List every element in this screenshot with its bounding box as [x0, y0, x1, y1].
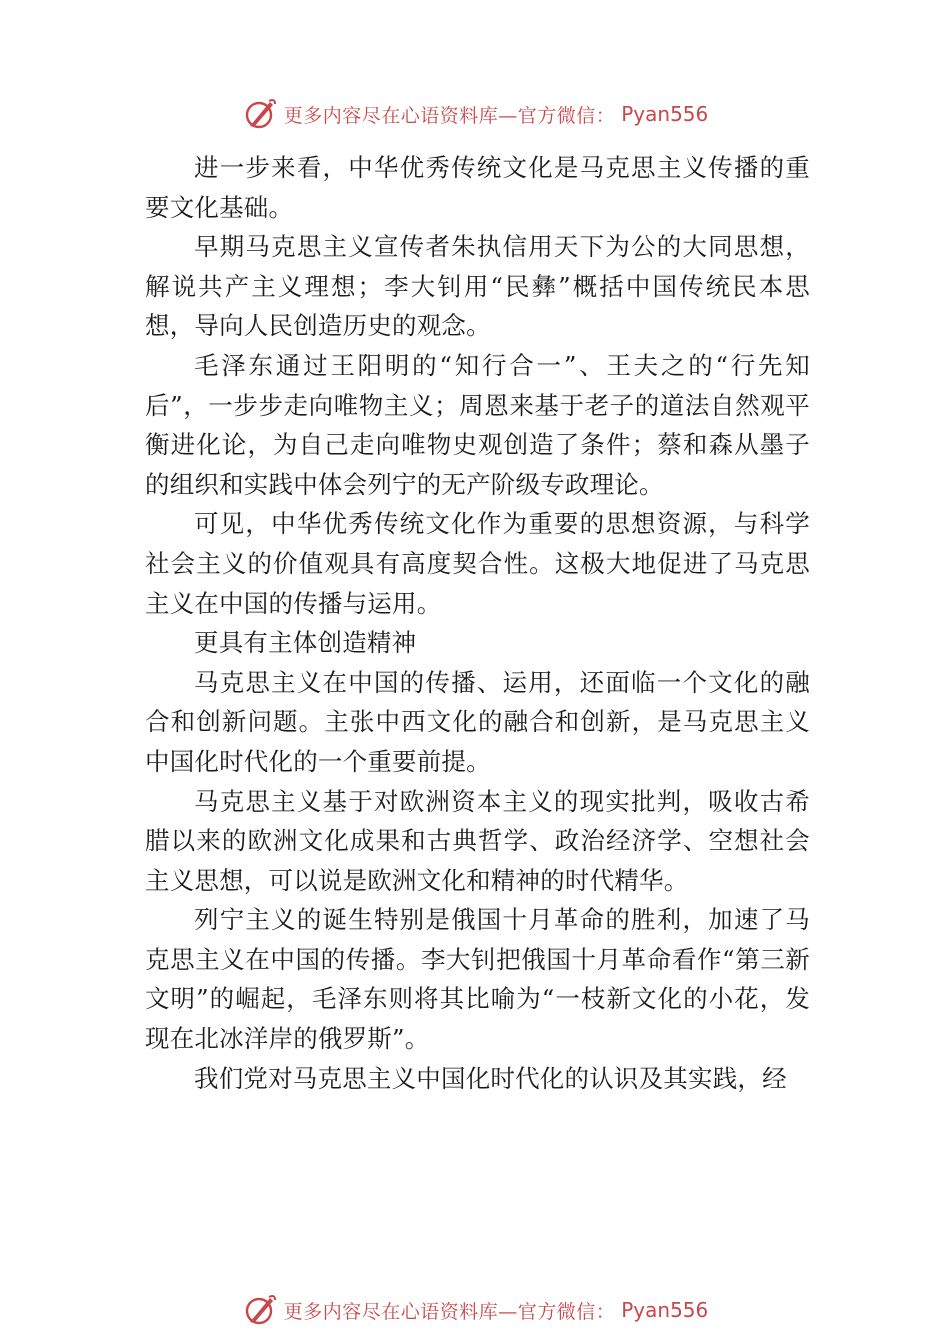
quill-logo-icon	[242, 96, 278, 132]
footer-banner-id: Pyan556	[621, 1298, 709, 1322]
article-body	[145, 148, 810, 1098]
paragraph-1: 进一步来看，中华优秀传统文化是马克思主义传播的重要文化基础。	[145, 153, 810, 222]
paragraph-8: 我们党对马克思主义中国化时代化的认识及其实践，经	[194, 1063, 787, 1093]
section-heading: 更具有主体创造精神	[194, 628, 417, 658]
header-banner-text: 更多内容尽在心语资料库—官方微信：	[283, 104, 616, 127]
footer-banner	[0, 1290, 950, 1330]
paragraph-5: 马克思主义在中国的传播、运用，还面临一个文化的融合和创新问题。主张中西文化的融合和创新，是马克思主义中国化时代化的一个重要前提。	[145, 667, 810, 776]
paragraph-6: 马克思主义基于对欧洲资本主义的现实批判，吸收古希腊以来的欧洲文化成果和古典哲学、政治经济学、空想社会主义思想，可以说是欧洲文化和精神的时代精华。	[145, 786, 810, 895]
paragraph-3: 毛泽东通过王阳明的“知行合一”、王夫之的“行先知后”，一步步走向唯物主义；周恩来基于老子的道法自然观平衡进化论，为自己走向唯物史观创造了条件；蔡和森从墨子的组织和实践中体会列宁的无产阶级专政理论。	[145, 350, 810, 499]
footer-banner-text: 更多内容尽在心语资料库—官方微信：	[283, 1300, 616, 1323]
header-banner	[0, 94, 950, 134]
paragraph-2: 早期马克思主义宣传者朱执信用天下为公的大同思想，解说共产主义理想；李大钊用“民彝”概括中国传统民本思想，导向人民创造历史的观念。	[145, 232, 810, 341]
quill-logo-icon	[242, 1292, 278, 1328]
header-banner-id: Pyan556	[621, 102, 709, 126]
paragraph-7: 列宁主义的诞生特别是俄国十月革命的胜利，加速了马克思主义在中国的传播。李大钊把俄国十月革命看作“第三新文明”的崛起，毛泽东则将其比喻为“一枝新文化的小花，发现在北冰洋岸的俄罗斯”。	[145, 905, 810, 1054]
paragraph-4: 可见，中华优秀传统文化作为重要的思想资源，与科学社会主义的价值观具有高度契合性。这极大地促进了马克思主义在中国的传播与运用。	[145, 509, 810, 618]
